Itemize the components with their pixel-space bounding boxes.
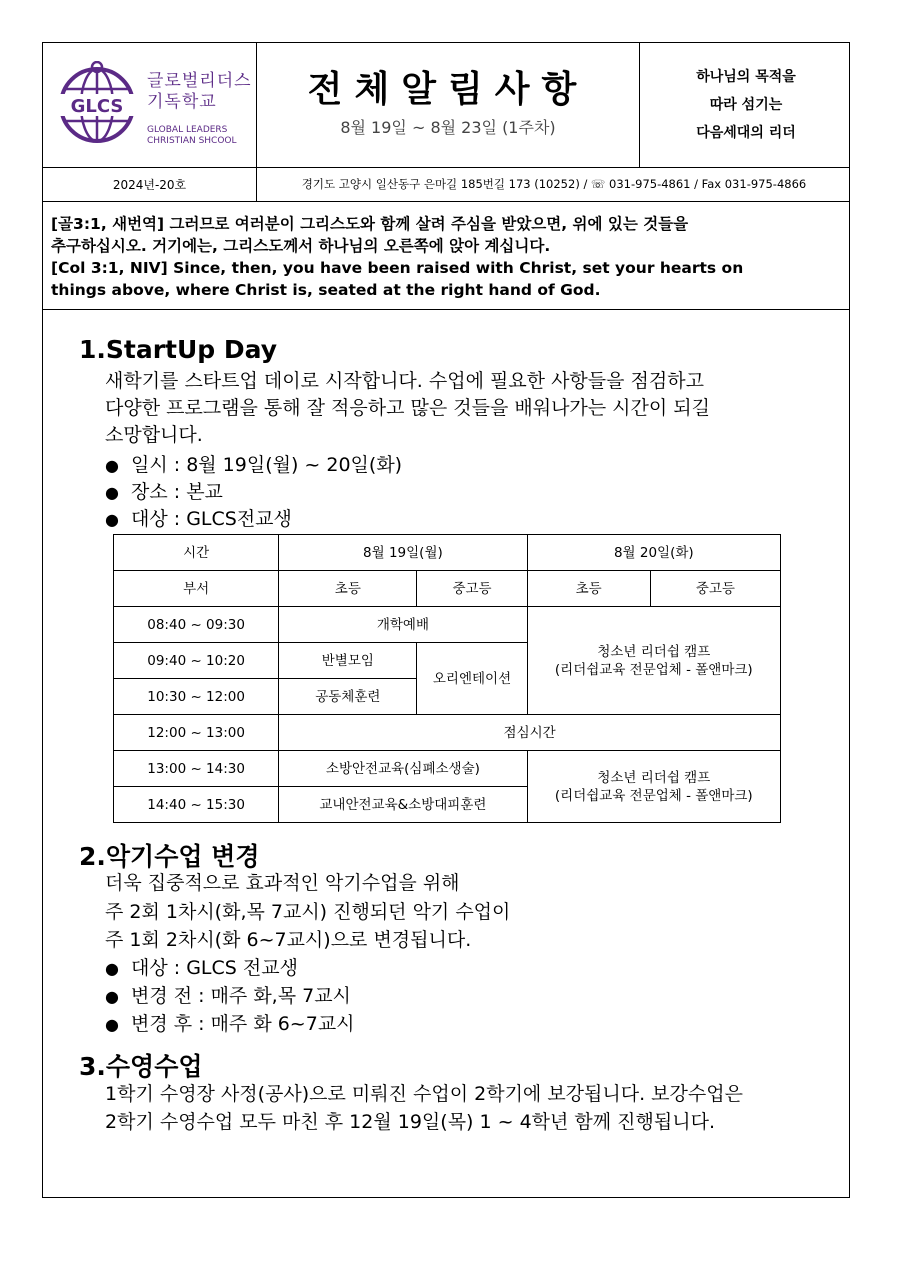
table-cell: 점심시간	[279, 715, 781, 751]
divider	[43, 167, 849, 168]
globe-logo-icon	[55, 61, 141, 147]
logo-english-name: GLOBAL LEADERS CHRISTIAN SHCOOL	[147, 125, 237, 146]
svg-text:GLCS: GLCS	[70, 96, 124, 117]
time-cell: 13:00 ~ 14:30	[114, 751, 279, 787]
logo-korean-name: 글로벌리더스 기독학교	[147, 71, 252, 112]
bullet-item: ● 일시 : 8월 19일(월) ~ 20일(화)	[131, 452, 402, 479]
paragraph-line: 주 2회 1차시(화,목 7교시) 진행되던 악기 수업이	[105, 901, 511, 923]
school-address: 경기도 고양시 일산동구 은마길 185번길 173 (10252) / ☏ 031-975-4861 / Fax 031-975-4866	[301, 177, 807, 191]
table-header-cell: 시간	[114, 535, 279, 571]
table-header-cell: 부서	[114, 571, 279, 607]
week-range: 8월 19일 ~ 8월 23일 (1주차)	[340, 118, 556, 137]
table-header-cell: 8월 19일(월)	[279, 535, 527, 571]
school-motto: 하나님의 목적을 따라 섬기는 다음세대의 리더	[696, 69, 796, 141]
table-cell: 청소년 리더쉽 캠프 (리더쉽교육 전문업체 - 폴앤마크)	[527, 751, 780, 823]
school-logo	[55, 61, 255, 151]
paragraph-line: 1학기 수영장 사정(공사)으로 미뤄진 수업이 2학기에 보강됩니다. 보강수업은	[105, 1083, 743, 1105]
divider	[43, 309, 849, 310]
bullet-item: ● 변경 후 : 매주 화 6~7교시	[131, 1011, 355, 1038]
time-cell: 08:40 ~ 09:30	[114, 607, 279, 643]
section-heading: 2.악기수업 변경	[79, 842, 260, 871]
table-cell: 교내안전교육&소방대피훈련	[279, 787, 527, 823]
table-cell: 반별모임	[279, 643, 417, 679]
table-header-cell: 8월 20일(화)	[527, 535, 780, 571]
bible-verse: [골3:1, 새번역] 그러므로 여러분이 그리스도와 함께 살려 주심을 받았으면, 위에 있는 것들을 추구하십시오. 거기에는, 그리스도께서 하나님의 오른쪽에 앉아 계십니다. [Col 3:1, NIV] Since, then, you have been raised with Christ, set your hearts on things above, where Christ is, seated at the right hand of God.	[51, 215, 744, 299]
table-header-cell: 초등	[527, 571, 650, 607]
page-title: 전체알림사항	[307, 69, 589, 110]
paragraph-line: 소망합니다.	[105, 424, 203, 446]
table-cell: 개학예배	[279, 607, 527, 643]
schedule-table	[113, 534, 781, 823]
section-heading: 3.수영수업	[79, 1052, 203, 1081]
bullet-item: ● 변경 전 : 매주 화,목 7교시	[131, 983, 351, 1010]
time-cell: 10:30 ~ 12:00	[114, 679, 279, 715]
time-cell: 09:40 ~ 10:20	[114, 643, 279, 679]
table-cell: 공동체훈련	[279, 679, 417, 715]
bullet-item: ● 대상 : GLCS전교생	[131, 506, 292, 533]
table-header-cell: 초등	[279, 571, 417, 607]
divider	[43, 201, 849, 202]
paragraph-line: 주 1회 2차시(화 6~7교시)으로 변경됩니다.	[105, 929, 472, 951]
paragraph-line: 새학기를 스타트업 데이로 시작합니다. 수업에 필요한 사항들을 점검하고	[105, 370, 704, 392]
section-heading: 1.StartUp Day	[79, 335, 278, 364]
table-header-cell: 중고등	[650, 571, 780, 607]
table-header-cell: 중고등	[417, 571, 527, 607]
paragraph-line: 다양한 프로그램을 통해 잘 적응하고 많은 것들을 배워나가는 시간이 되길	[105, 397, 710, 419]
paragraph-line: 더욱 집중적으로 효과적인 악기수업을 위해	[105, 872, 460, 894]
issue-number: 2024년-20호	[112, 178, 187, 192]
bullet-item: ● 장소 : 본교	[131, 479, 223, 506]
time-cell: 14:40 ~ 15:30	[114, 787, 279, 823]
paragraph-line: 2학기 수영수업 모두 마친 후 12월 19일(목) 1 ~ 4학년 함께 진행됩니다.	[105, 1111, 715, 1133]
table-cell: 소방안전교육(심폐소생술)	[279, 751, 527, 787]
divider	[639, 43, 640, 167]
time-cell: 12:00 ~ 13:00	[114, 715, 279, 751]
notice-frame	[42, 42, 850, 1198]
table-cell: 오리엔테이션	[417, 643, 527, 715]
bullet-item: ● 대상 : GLCS 전교생	[131, 955, 298, 982]
table-cell: 청소년 리더쉽 캠프 (리더쉽교육 전문업체 - 폴앤마크)	[527, 607, 780, 715]
